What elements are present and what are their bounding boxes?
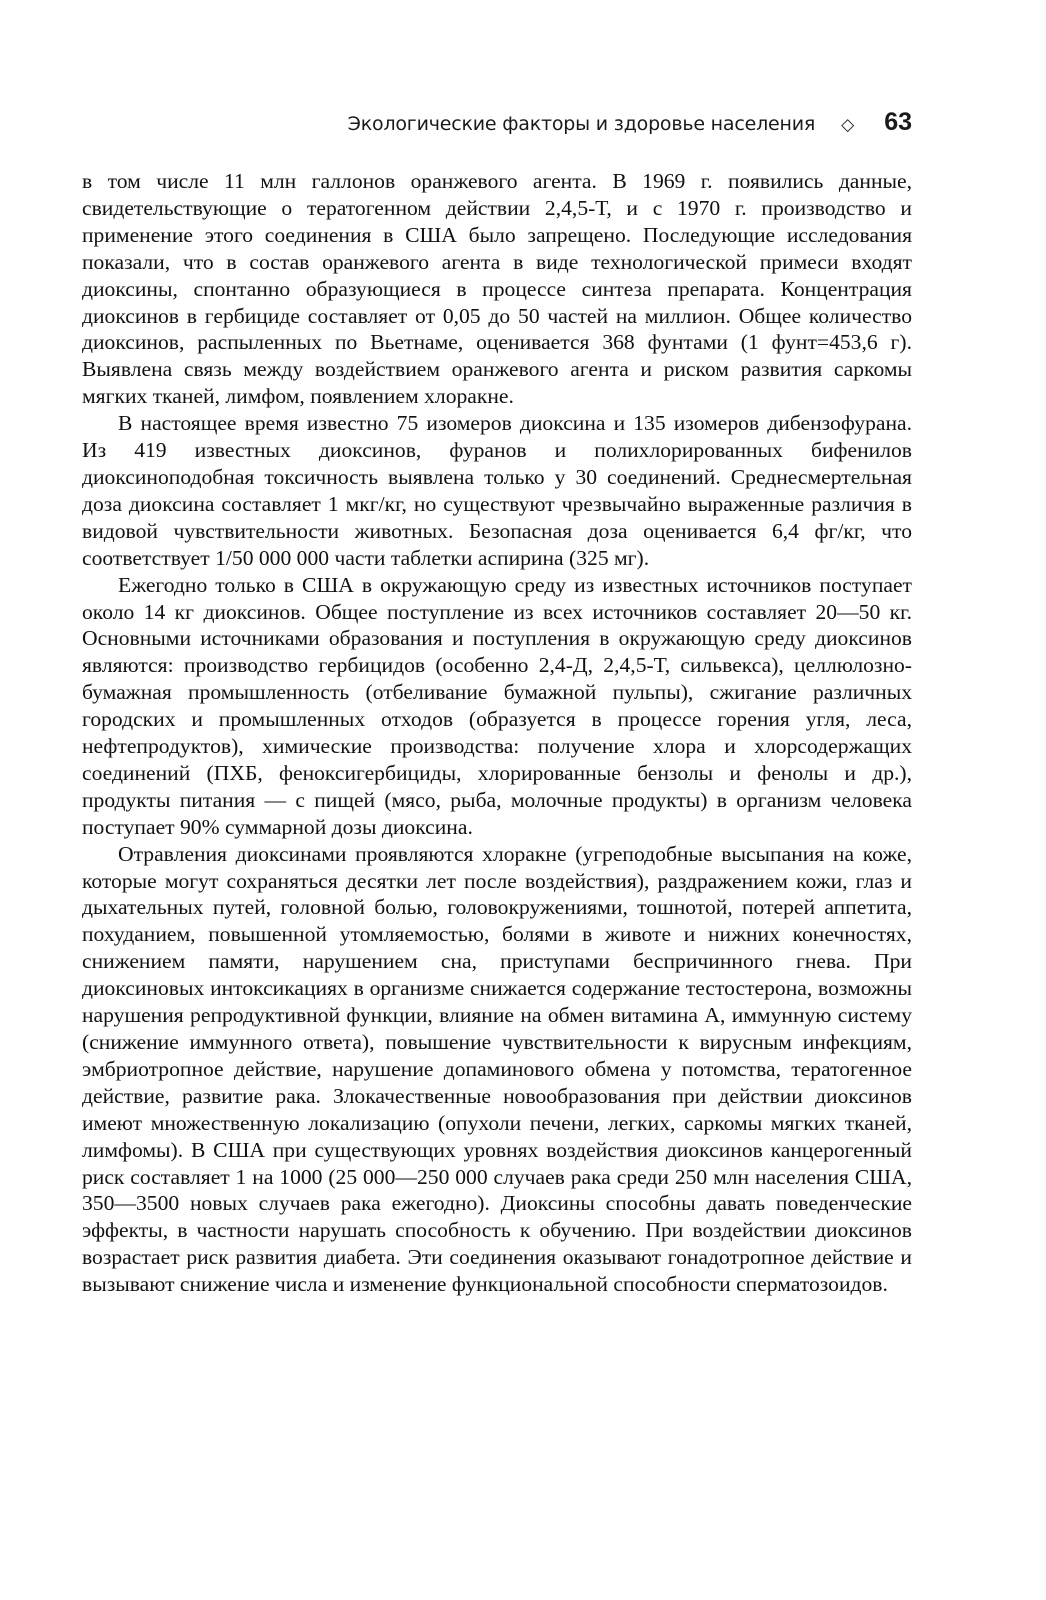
running-header-title: Экологические факторы и здоровье населения xyxy=(347,113,816,135)
paragraph-3: Ежегодно только в США в окружающую среду из известных источников поступает около 14 кг диоксинов. Общее поступление из всех источников составляет 20—50 кг. Основными источниками образования и поступления в окружающую среду диоксинов являются: производство гербицидов (особенно 2,4-Д, 2,4,5-Т, сильвекса), целлюлозно-бумажная промышленность (отбеливание бумажной пульпы), сжигание различных городских и промышленных отходов (образуется в процессе горения угля, леса, нефтепродуктов), химические производства: получение хлора и хлорсодержащих соединений (ПХБ, феноксигербициды, хлорированные бензолы и фенолы и др.), продукты питания — с пищей (мясо, рыба, молочные продукты) в организм человека поступает 90% суммарной дозы диоксина. xyxy=(82,572,912,839)
page-number: 63 xyxy=(884,108,912,136)
paragraph-1: в том числе 11 млн галлонов оранжевого агента. В 1969 г. появились данные, свидетельствующие о тератогенном действии 2,4,5-Т, и с 1970 г. производство и применение этого соединения в США было запрещено. Последующие исследования показали, что в состав оранжевого агента в виде технологической примеси входят диоксины, спонтанно образующиеся в процессе синтеза препарата. Концентрация диоксинов в гербициде составляет от 0,05 до 50 частей на миллион. Общее количество диоксинов, распыленных по Вьетнаме, оценивается 368 фунтами (1 фунт=453,6 г). Выявлена связь между воздействием оранжевого агента и риском развития саркомы мягких тканей, лимфом, появлением хлоракне. xyxy=(82,169,912,409)
paragraph-2: В настоящее время известно 75 изомеров диоксина и 135 изомеров дибензофурана. Из 419 известных диоксинов, фуранов и полихлорированных бифенилов диоксиноподобная токсичность выявлена только у 30 соединений. Среднесмертельная доза диоксина составляет 1 мкг/кг, но существуют чрезвычайно выраженные различия в видовой чувствительности животных. Безопасная доза оценивается 6,4 фг/кг, что соответствует 1/50 000 000 части таблетки аспирина (325 мг). xyxy=(82,411,912,570)
paragraph-4: Отравления диоксинами проявляются хлоракне (угреподобные высыпания на коже, которые могут сохраняться десятки лет после воздействия), раздражением кожи, глаз и дыхательных путей, головной болью, головокружениями, тошнотой, потерей аппетита, похуданием, повышенной утомляемостью, болями в животе и нижних конечностях, снижением памяти, нарушением сна, приступами беспричинного гнева. При диоксиновых интоксикациях в организме снижается содержание тестостерона, возможны нарушения репродуктивной функции, влияние на обмен витамина А, иммунную систему (снижение иммунного ответа), повышение чувствительности к вирусным инфекциям, эмбриотропное действие, нарушение допаминового обмена у потомства, тератогенное действие, развитие рака. Злокачественные новообразования при действии диоксинов имеют множественную локализацию (опухоли печени, легких, саркомы мягких тканей, лимфомы). В США при существующих уровнях воздействия диоксинов канцерогенный риск составляет 1 на 1000 (25 000—250 000 случаев рака среди 250 млн населения США, 350—3500 новых случаев рака ежегодно). Диоксины способны давать поведенческие эффекты, в частности нарушать способность к обучению. При воздействии диоксинов возрастает риск развития диабета. Эти соединения оказывают гонадотропное действие и вызывают снижение числа и изменение функциональной способности сперматозоидов. xyxy=(82,841,912,1297)
running-header xyxy=(82,108,912,148)
body-text xyxy=(82,168,912,1298)
diamond-separator-icon: ◇ xyxy=(841,115,855,135)
